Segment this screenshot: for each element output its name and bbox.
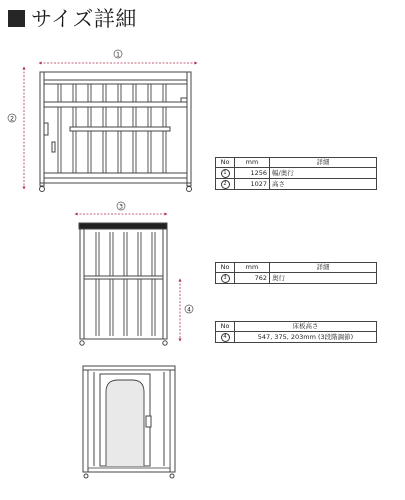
dimension-table-1 xyxy=(215,157,377,190)
table-row: 1 1256 幅/奥行 xyxy=(216,168,377,179)
svg-text:4: 4 xyxy=(187,306,191,314)
table-header-row: No mm 詳細 xyxy=(216,263,377,273)
table-row: 3 762 奥行 xyxy=(216,273,377,284)
section-title: サイズ詳細 xyxy=(31,7,137,31)
table-row: 4 547, 375, 203mm (3段階調節) xyxy=(216,332,377,343)
svg-text:1: 1 xyxy=(116,51,120,59)
end-view xyxy=(83,366,175,478)
marker-2 xyxy=(8,114,16,122)
dimension-table-2 xyxy=(215,262,377,284)
svg-text:2: 2 xyxy=(10,115,14,123)
table-row: 2 1027 高さ xyxy=(216,179,377,190)
marker-4 xyxy=(185,305,193,313)
marker-3 xyxy=(117,202,125,210)
svg-text:3: 3 xyxy=(119,203,123,211)
front-view xyxy=(24,63,196,192)
marker-1 xyxy=(114,50,122,58)
table-header-row: No mm 詳細 xyxy=(216,158,377,168)
table-header-row: No 床板高さ xyxy=(216,322,377,332)
floor-height-table xyxy=(215,321,377,343)
side-view xyxy=(76,214,180,345)
